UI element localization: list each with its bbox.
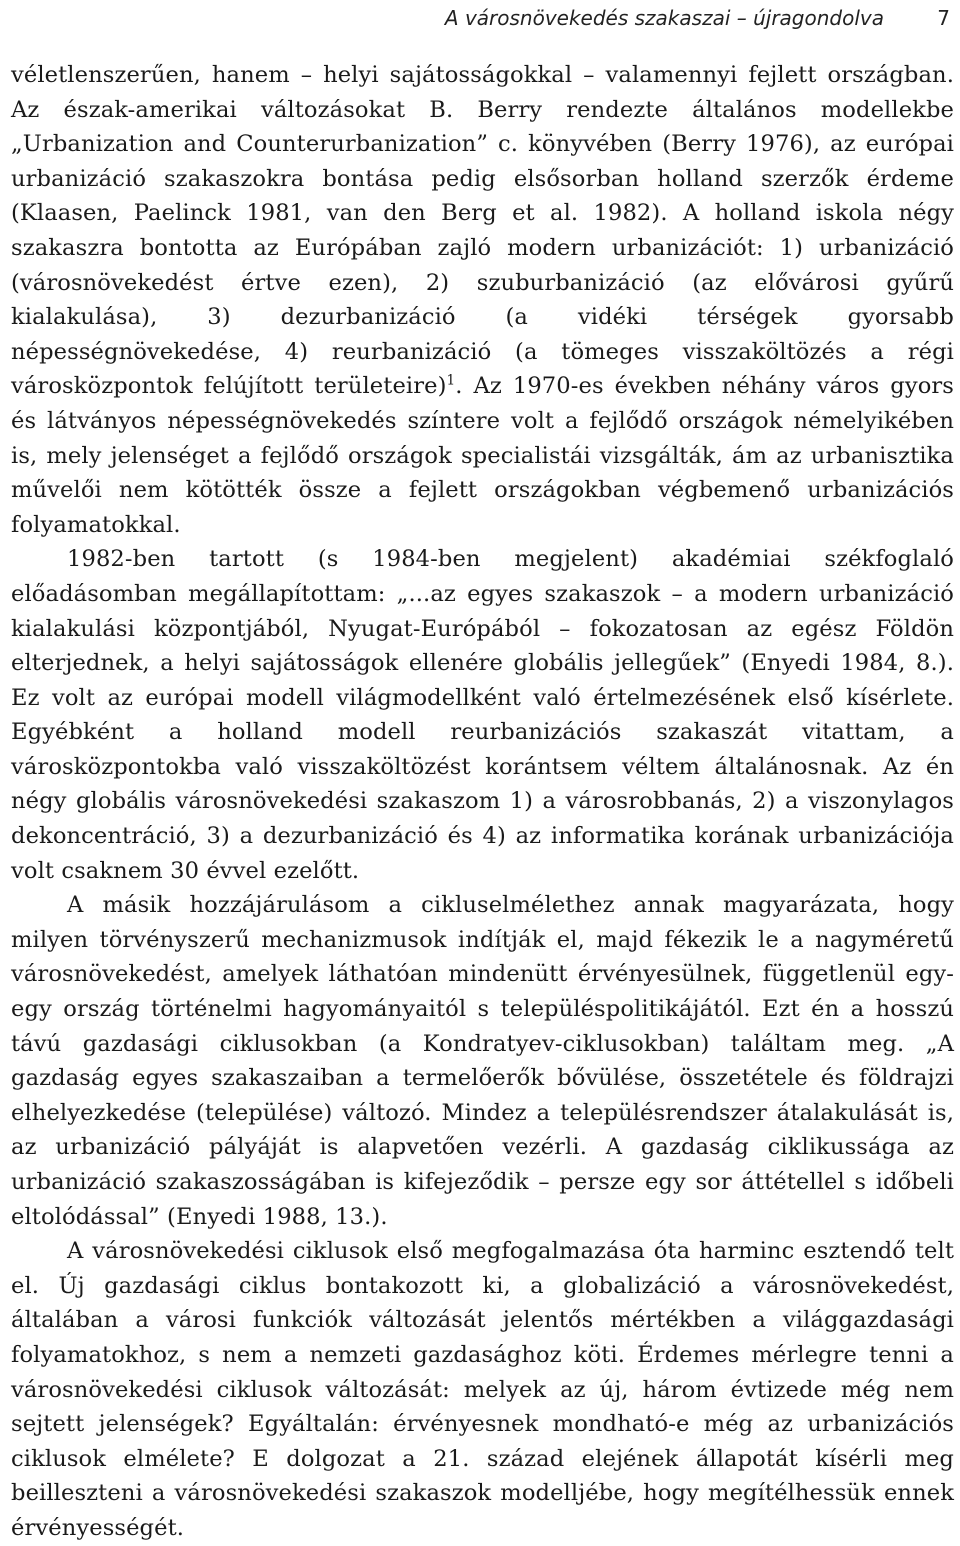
- paragraph-1-text-continued: . Az 1970-es években néhány város gyors és látványos népességnövekedés színtere volt a fejlődő országok némelyikében is, mely jelenséget a fejlődő országok specialistái vizsgálták, ám az urbanisztika művelői nem kötötték össze a fejlett országokban végbemenő urbanizációs folyamatokkal.: [11, 373, 954, 538]
- footnote-mark[interactable]: 1: [446, 372, 456, 389]
- running-title: A városnövekedés szakaszai – újragondolva: [444, 6, 884, 30]
- paragraph-1-text: véletlenszerűen, hanem – helyi sajátosságokkal – valamennyi fejlett országban. Az észak-amerikai változásokat B. Berry rendezte általános modellekbe „Urbanization and Counterurbanization” c. könyvében (Berry 1976), az európai urbanizáció szakaszokra bontása pedig elsősorban holland szerzők érdeme (Klaasen, Paelinck 1981, van den Berg et al. 1982). A holland iskola négy szakaszra bontotta az Európában zajló modern urbanizációt: 1) urbanizáció (városnövekedést értve ezen), 2) szuburbanizáció (az elővárosi gyűrű kialakulása), 3) dezurbanizáció (a vidéki térségek gyorsabb népességnövekedése, 4) reurbanizáció (a tömeges visszaköltözés a régi városközpontok felújított területeire): [11, 62, 954, 400]
- paragraph-2: 1982-ben tartott (s 1984-ben megjelent) akadémiai székfoglaló előadásomban megállapítottam: „...az egyes szakaszok – a modern urbanizáció kialakulási központjából, Nyugat-Európából – fokozatosan az egész Földön elterjednek, a helyi sajátosságok ellenére globális jellegűek” (Enyedi 1984, 8.). Ez volt az európai modell világmodellként való értelmezésének első kísérlete. Egyébként a holland modell reurbanizációs szakaszát vitattam, a városközpontokba való visszaköltözést korántsem véltem általánosnak. Az én négy globális városnövekedési szakaszom 1) a városrobbanás, 2) a viszonylagos dekoncentráció, 3) a dezurbanizáció és 4) az informatika korának urbanizációja volt csaknem 30 évvel ezelőtt.: [11, 546, 954, 884]
- paragraph-3: A másik hozzájárulásom a cikluselmélethez annak magyarázata, hogy milyen törvényszerű mechanizmusok indítják el, majd fékezik le a nagyméretű városnövekedést, amelyek láthatóan mindenütt érvényesülnek, függetlenül egy-egy ország történelmi hagyományaitól s településpolitikájától. Ezt én a hosszú távú gazdasági ciklusokban (a Kondratyev-ciklusokban) találtam meg. „A gazdaság egyes szakaszaiban a termelőerők bővülése, összetétele és földrajzi elhelyezkedése (települése) változó. Mindez a településrendszer átalakulását is, az urbanizáció pályáját is alapvetően vezérli. A gazdaság ciklikussága az urbanizáció szakaszosságában is kifejeződik – persze egy sor áttétellel s időbeli eltolódással” (Enyedi 1988, 13.).: [11, 892, 954, 1230]
- running-header: [0, 2, 960, 34]
- paragraph-4: A városnövekedési ciklusok első megfogalmazása óta harminc esztendő telt el. Új gazdasági ciklus bontakozott ki, a globalizáció a városnövekedést, általában a városi funkciók változását jelentős mértékben a világgazdasági folyamatokhoz, s nem a nemzeti gazdasághoz köti. Érdemes mérlegre tenni a városnövekedési ciklusok változását: melyek az új, három évtizede még nem sejtett jelenségek? Egyáltalán: érvényesnek mondható-e még az urbanizációs ciklusok elmélete? E dolgozat a 21. század elejének állapotát kísérli meg beilleszteni a városnövekedési szakaszok modelljébe, hogy megítélhessük ennek érvényességét.: [11, 1238, 954, 1541]
- page-number: 7: [937, 6, 950, 30]
- paragraph-1: [11, 58, 954, 542]
- body-text: [11, 58, 954, 1546]
